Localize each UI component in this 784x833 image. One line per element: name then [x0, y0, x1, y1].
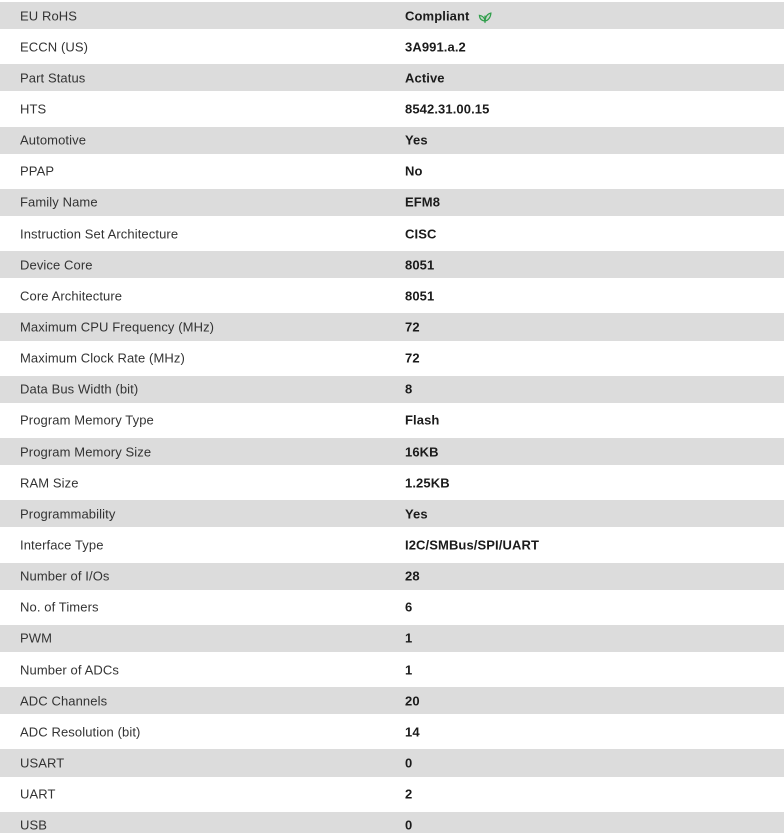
spec-row — [0, 218, 784, 249]
spec-value — [405, 288, 434, 303]
spec-row — [0, 498, 784, 529]
spec-value — [405, 226, 436, 241]
spec-label: No. of Timers — [20, 599, 99, 615]
spec-value-text: No — [405, 163, 423, 179]
spec-value-text: 14 — [405, 724, 420, 740]
spec-label: Data Bus Width (bit) — [20, 381, 139, 397]
spec-row — [0, 125, 784, 156]
spec-label: Programmability — [20, 506, 116, 522]
spec-value-text: EFM8 — [405, 194, 441, 210]
spec-label: Core Architecture — [20, 288, 123, 304]
spec-label: UART — [20, 786, 56, 802]
spec-label: HTS — [20, 101, 47, 117]
spec-row — [0, 623, 784, 654]
spec-value-text: 28 — [405, 568, 420, 584]
spec-value — [405, 506, 428, 521]
spec-value-text: 6 — [405, 599, 413, 615]
spec-row — [0, 187, 784, 218]
spec-label: Number of ADCs — [20, 662, 119, 678]
spec-label: USART — [20, 755, 65, 771]
spec-label: Family Name — [20, 194, 98, 210]
rohs-compliant-leaf-icon[interactable] — [477, 8, 493, 23]
spec-value — [405, 787, 412, 802]
spec-value — [405, 724, 420, 739]
spec-value-text: 3A991.a.2 — [405, 39, 466, 55]
spec-value — [405, 755, 412, 770]
spec-value-text: Yes — [405, 506, 428, 522]
spec-value-text: 20 — [405, 693, 420, 709]
spec-value — [405, 537, 539, 552]
spec-row — [0, 93, 784, 124]
spec-value-text: 72 — [405, 350, 420, 366]
spec-label: Number of I/Os — [20, 568, 110, 584]
spec-row — [0, 779, 784, 810]
spec-value-text: CISC — [405, 226, 437, 242]
spec-value — [405, 382, 412, 397]
spec-row — [0, 685, 784, 716]
spec-value — [405, 351, 420, 366]
spec-value-text: I2C/SMBus/SPI/UART — [405, 537, 539, 553]
spec-value-text: 8051 — [405, 288, 435, 304]
spec-value-text: Compliant — [405, 8, 470, 24]
spec-value-text: 16KB — [405, 444, 439, 460]
spec-row — [0, 311, 784, 342]
spec-label: RAM Size — [20, 475, 79, 491]
spec-label: Program Memory Size — [20, 444, 152, 460]
spec-value — [405, 600, 412, 615]
spec-label: PPAP — [20, 163, 55, 179]
spec-label: Automotive — [20, 132, 87, 148]
spec-row — [0, 280, 784, 311]
spec-value-text: Active — [405, 70, 445, 86]
spec-value — [405, 631, 412, 646]
spec-label: PWM — [20, 630, 53, 646]
spec-label: Interface Type — [20, 537, 104, 553]
spec-value — [405, 475, 450, 490]
spec-row — [0, 529, 784, 560]
spec-row — [0, 810, 784, 833]
spec-label: ECCN (US) — [20, 39, 89, 55]
spec-label: Device Core — [20, 257, 93, 273]
spec-row — [0, 716, 784, 747]
spec-value — [405, 164, 423, 179]
spec-value — [405, 413, 439, 428]
spec-value-text: 2 — [405, 786, 413, 802]
spec-value — [405, 569, 420, 584]
spec-value — [405, 70, 445, 85]
spec-label: Maximum CPU Frequency (MHz) — [20, 319, 215, 335]
spec-value — [405, 8, 493, 23]
spec-value-text: 1 — [405, 662, 413, 678]
spec-value — [405, 39, 466, 54]
spec-row — [0, 374, 784, 405]
spec-label: ADC Channels — [20, 693, 108, 709]
spec-row — [0, 31, 784, 62]
spec-value-text: 0 — [405, 755, 413, 771]
spec-value — [405, 818, 412, 833]
spec-label: EU RoHS — [20, 8, 78, 24]
spec-row — [0, 343, 784, 374]
spec-row — [0, 654, 784, 685]
spec-row — [0, 561, 784, 592]
spec-label: Part Status — [20, 70, 86, 86]
spec-row — [0, 62, 784, 93]
spec-value-text: 8542.31.00.15 — [405, 101, 490, 117]
spec-row — [0, 467, 784, 498]
spec-label: Instruction Set Architecture — [20, 226, 179, 242]
spec-value — [405, 257, 434, 272]
spec-row — [0, 156, 784, 187]
spec-value-text: Yes — [405, 132, 428, 148]
spec-value-text: 8051 — [405, 257, 435, 273]
spec-value-text: Flash — [405, 412, 440, 428]
spec-label: USB — [20, 817, 48, 833]
spec-row — [0, 405, 784, 436]
spec-row — [0, 436, 784, 467]
spec-row — [0, 249, 784, 280]
spec-value-text: 1.25KB — [405, 475, 450, 491]
spec-value — [405, 662, 412, 677]
spec-label: ADC Resolution (bit) — [20, 724, 141, 740]
spec-value-text: 72 — [405, 319, 420, 335]
spec-value — [405, 133, 428, 148]
spec-label: Program Memory Type — [20, 412, 154, 428]
spec-value-text: 1 — [405, 630, 413, 646]
spec-value-text: 8 — [405, 381, 413, 397]
spec-row — [0, 592, 784, 623]
spec-value — [405, 101, 489, 116]
spec-value — [405, 319, 420, 334]
spec-row — [0, 0, 784, 31]
spec-value-text: 0 — [405, 817, 413, 833]
spec-value — [405, 444, 439, 459]
spec-row — [0, 747, 784, 778]
spec-value — [405, 195, 440, 210]
spec-value — [405, 693, 420, 708]
spec-label: Maximum Clock Rate (MHz) — [20, 350, 185, 366]
